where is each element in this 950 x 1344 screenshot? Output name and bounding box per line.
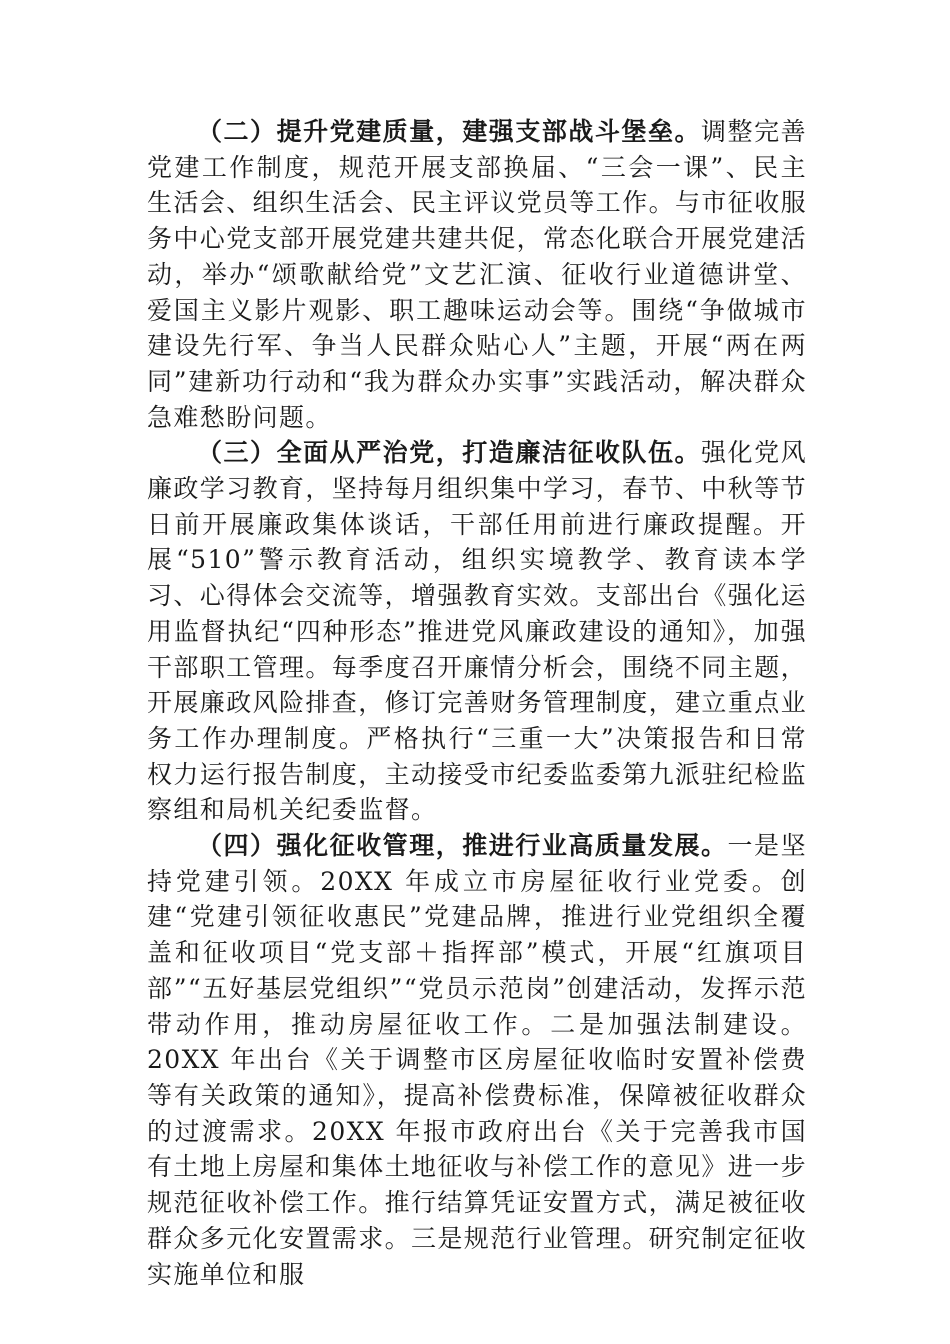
paragraph-party-building — [147, 114, 807, 435]
document-body — [147, 114, 807, 1292]
paragraph-text: 调整完善党建工作制度，规范开展支部换届、“三会一课”、民主生活会、组织生活会、民主评议党员等工作。与市征收服务中心党支部开展党建共建共促，常态化联合开展党建活动，举办“颂歌献给党”文艺汇演、征收行业道德讲堂、爱国主义影片观影、职工趣味运动会等。围绕“争做城市建设先行军、争当人民群众贴心人”主题，开展“两在两同”建新功行动和“我为群众办实事”实践活动，解决群众急难愁盼问题。 — [147, 117, 808, 432]
paragraph-heading: （二）提升党建质量，建强支部战斗堡垒。 — [197, 117, 702, 146]
paragraph-heading: （四）强化征收管理，推进行业高质量发展。 — [197, 831, 728, 861]
paragraph-heading: （三）全面从严治党，打造廉洁征收队伍。 — [197, 438, 702, 468]
paragraph-integrity — [147, 435, 807, 828]
paragraph-text: 一是坚持党建引领。20XX 年成立市房屋征收行业党委。创建“党建引领征收惠民”党建品牌，推进行业党组织全覆盖和征收项目“党支部＋指挥部”模式，开展“红旗项目部”“五好基层党组织”“党员示范岗”创建活动，发挥示范带动作用，推动房屋征收工作。二是加强法制建设。20XX 年出台《关于调整市区房屋征收临时安置补偿费等有关政策的通知》，提高补偿费标准，保障被征收群众的过渡需求。20XX 年报市政府出台《关于完善我市国有土地上房屋和集体土地征收与补偿工作的意见》进一步规范征收补偿工作。推行结算凭证安置方式，满足被征收群众多元化安置需求。三是规范行业管理。研究制定征收实施单位和服 — [147, 831, 808, 1289]
paragraph-text: 强化党风廉政学习教育，坚持每月组织集中学习，春节、中秋等节日前开展廉政集体谈话，干部任用前进行廉政提醒。开展“510”警示教育活动，组织实境教学、教育读本学习、心得体会交流等，增强教育实效。支部出台《强化运用监督执纪“四种形态”推进党风廉政建设的通知》，加强干部职工管理。每季度召开廉情分析会，围绕不同主题，开展廉政风险排查，修订完善财务管理制度，建立重点业务工作办理制度。严格执行“三重一大”决策报告和日常权力运行报告制度，主动接受市纪委监委第九派驻纪检监察组和局机关纪委监督。 — [147, 438, 808, 825]
paragraph-management — [147, 828, 807, 1292]
